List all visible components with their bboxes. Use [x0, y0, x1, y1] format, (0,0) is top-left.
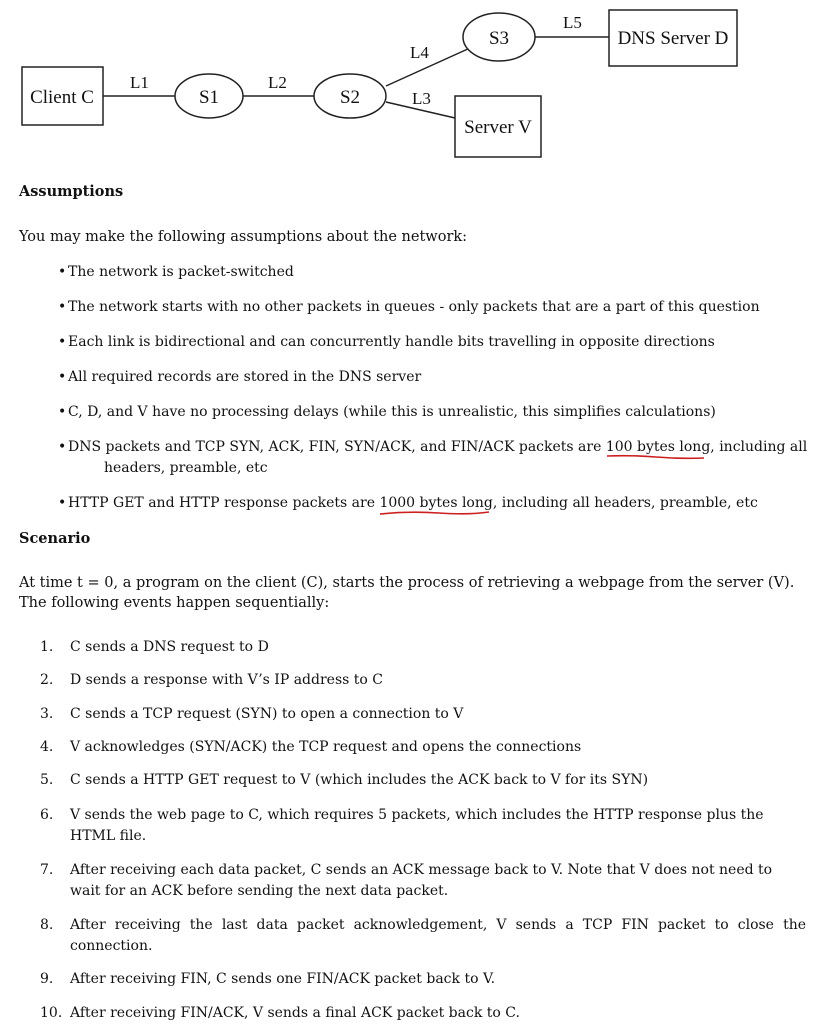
scenario-step: 6. V sends the web page to C, which requires 5 packets, which includes the HTTP response plus the HTML file.	[40, 807, 764, 844]
server-v-label: Server V	[464, 117, 532, 138]
link-l2-label: L2	[268, 73, 287, 92]
scenario-step: 2. D sends a response with V’s IP address to C	[40, 672, 383, 688]
assumption-item: • All required records are stored in the DNS server	[58, 369, 422, 385]
scenario-step: 8. After receiving the last data packet acknowledgement, V sends a TCP FIN packet to close the connection.	[40, 917, 806, 954]
assumption-item-http-packet-size: • HTTP GET and HTTP response packets are 1000 bytes long , including all headers, preamble, etc	[58, 493, 820, 514]
scenario-step: 7. After receiving each data packet, C sends an ACK message back to V. Note that V does not need to wait for an ACK before sending the next data packet.	[40, 862, 773, 899]
link-l1-label: L1	[130, 73, 149, 92]
red-underline-annotation	[379, 509, 491, 517]
assumption-item: • Each link is bidirectional and can concurrently handle bits travelling in opposite directions	[58, 334, 715, 350]
red-underline-annotation	[606, 453, 706, 461]
scenario-step: 3. C sends a TCP request (SYN) to open a connection to V	[40, 706, 464, 722]
link-l4-label: L4	[410, 43, 429, 62]
assumption-item-dns-packet-size: • DNS packets and TCP SYN, ACK, FIN, SYN/ACK, and FIN/ACK packets are 100 bytes long , including all headers, preamble, etc	[58, 439, 808, 476]
scenario-step: 9. After receiving FIN, C sends one FIN/ACK packet back to V.	[40, 971, 496, 987]
scenario-step: 10. After receiving FIN/ACK, V sends a final ACK packet back to C.	[40, 1005, 520, 1021]
assumptions-intro: You may make the following assumptions about the network:	[19, 229, 468, 245]
switch-s1-label: S1	[198, 87, 220, 108]
scenario-step: 4. V acknowledges (SYN/ACK) the TCP request and opens the connections	[40, 739, 582, 755]
network-diagram	[0, 0, 822, 170]
assumption-item: • C, D, and V have no processing delays (while this is unrealistic, this simplifies calculations)	[58, 404, 716, 420]
link-l3-label: L3	[412, 89, 431, 108]
annotated-1000-bytes: 1000 bytes long	[379, 495, 492, 511]
assumptions-heading: Assumptions	[19, 183, 124, 200]
client-c-label: Client C	[30, 87, 94, 108]
switch-s2-label: S2	[339, 87, 361, 108]
assumption-item: • The network starts with no other packets in queues - only packets that are a part of this question	[58, 299, 760, 315]
assumption-item: • The network is packet-switched	[58, 264, 294, 280]
annotated-100-bytes: 100 bytes long	[606, 439, 710, 455]
scenario-step: 5. C sends a HTTP GET request to V (which includes the ACK back to V for its SYN)	[40, 772, 649, 788]
dns-server-d-label: DNS Server D	[617, 28, 729, 49]
link-l5-label: L5	[563, 13, 582, 32]
scenario-step: 1. C sends a DNS request to D	[40, 639, 269, 655]
scenario-intro: At time t = 0, a program on the client (C), starts the process of retrieving a webpage from the server (V). The following events happen sequentially:	[19, 575, 795, 611]
switch-s3-label: S3	[488, 28, 510, 49]
scenario-heading: Scenario	[19, 530, 91, 547]
